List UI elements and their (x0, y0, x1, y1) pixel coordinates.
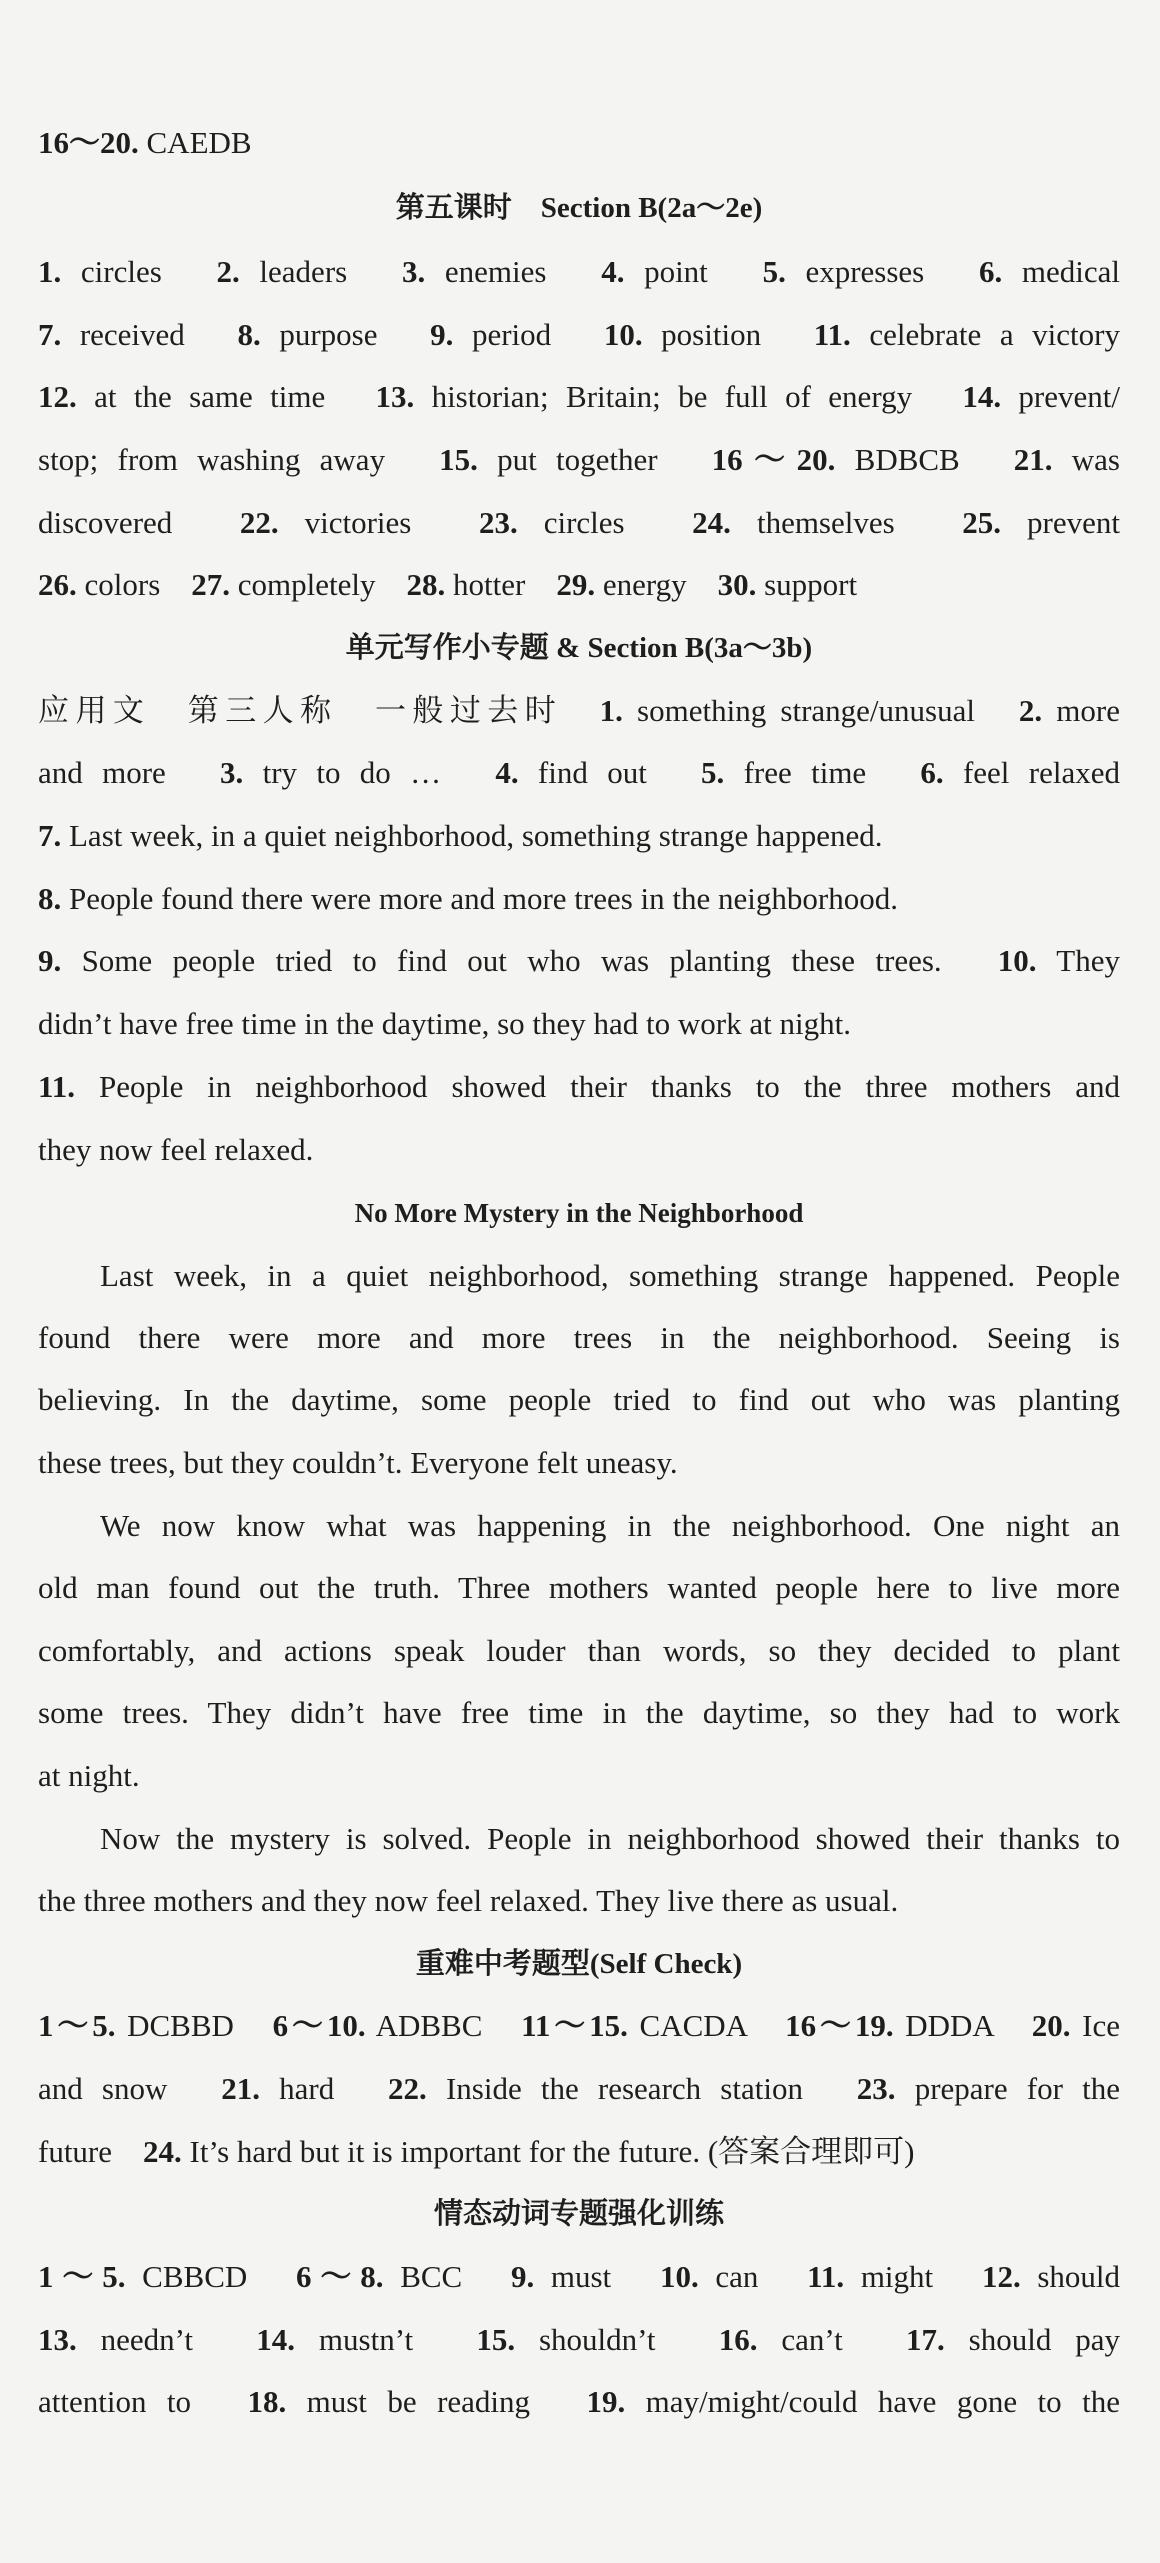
answer-line: 26. colors 27. completely 28. hotter 29. energy 30. support (38, 567, 858, 602)
essay-line: at night. (38, 1758, 140, 1793)
answer-line: 1. circles 2. leaders 3. enemies 4. point 5. expresses 6. medical (38, 254, 1120, 289)
section-heading: 单元写作小专题 & Section B(3a～3b) (345, 632, 813, 664)
essay-line: Last week, in a quiet neighborhood, something strange happened. People (100, 1258, 1120, 1293)
answer-line: 16～20. CAEDB (38, 125, 252, 160)
essay-title: No More Mystery in the Neighborhood (354, 1198, 804, 1228)
answer-line: 9. Some people tried to find out who was planting these trees. 10. They (38, 943, 1121, 978)
answer-line: 11. People in neighborhood showed their thanks to the three mothers and (38, 1069, 1120, 1104)
answer-line: 1～5. DCBBD 6～10. ADBBC 11～15. CACDA 16～19. DDDA 20. Ice (38, 2008, 1121, 2043)
section-heading: 重难中考题型(Self Check) (415, 1948, 743, 1980)
essay-line: the three mothers and they now feel relaxed. They live there as usual. (38, 1883, 899, 1918)
essay-line: comfortably, and actions speak louder than words, so they decided to plant (38, 1633, 1120, 1668)
answer-line: 8. People found there were more and more trees in the neighborhood. (38, 881, 898, 916)
essay-line: these trees, but they couldn’t. Everyone felt uneasy. (38, 1445, 678, 1480)
essay-line: believing. In the daytime, some people tried to find out who was planting (38, 1382, 1120, 1417)
answer-line: 7. received 8. purpose 9. period 10. position 11. celebrate a victory (38, 317, 1120, 352)
essay-line: some trees. They didn’t have free time in the daytime, so they had to work (38, 1695, 1120, 1730)
answer-line: didn’t have free time in the daytime, so they had to work at night. (38, 1006, 851, 1041)
answer-line: 应用文 第三人称 一般过去时 1. something strange/unusual 2. more (38, 693, 1120, 728)
answer-line: 1～5. CBBCD 6～8. BCC 9. must 10. can 11. might 12. should (38, 2259, 1120, 2294)
answer-line: stop; from washing away 15. put together 16～20. BDBCB 21. was (38, 442, 1120, 477)
essay-line: We now know what was happening in the neighborhood. One night an (100, 1508, 1120, 1543)
answer-line: discovered 22. victories 23. circles 24. themselves 25. prevent (38, 505, 1121, 540)
answer-line: 7. Last week, in a quiet neighborhood, something strange happened. (38, 818, 883, 853)
essay-line: found there were more and more trees in the neighborhood. Seeing is (38, 1320, 1120, 1355)
answer-line: future 24. It’s hard but it is important for the future. (答案合理即可) (38, 2134, 915, 2169)
answer-line: 13. needn’t 14. mustn’t 15. shouldn’t 16. can’t 17. should pay (38, 2322, 1120, 2357)
answer-line: attention to 18. must be reading 19. may/might/could have gone to the (38, 2384, 1120, 2419)
section-heading: 第五课时 Section B(2a～2e) (395, 192, 763, 224)
essay-line: Now the mystery is solved. People in neighborhood showed their thanks to (100, 1821, 1120, 1856)
answer-line: and snow 21. hard 22. Inside the research station 23. prepare for the (38, 2071, 1120, 2106)
answer-line: and more 3. try to do … 4. find out 5. free time 6. feel relaxed (38, 755, 1120, 790)
essay-line: old man found out the truth. Three mothers wanted people here to live more (38, 1570, 1120, 1605)
answer-line: 12. at the same time 13. historian; Britain; be full of energy 14. prevent/ (38, 379, 1120, 414)
section-heading: 情态动词专题强化训练 (433, 2198, 724, 2230)
answer-line: they now feel relaxed. (38, 1132, 314, 1167)
